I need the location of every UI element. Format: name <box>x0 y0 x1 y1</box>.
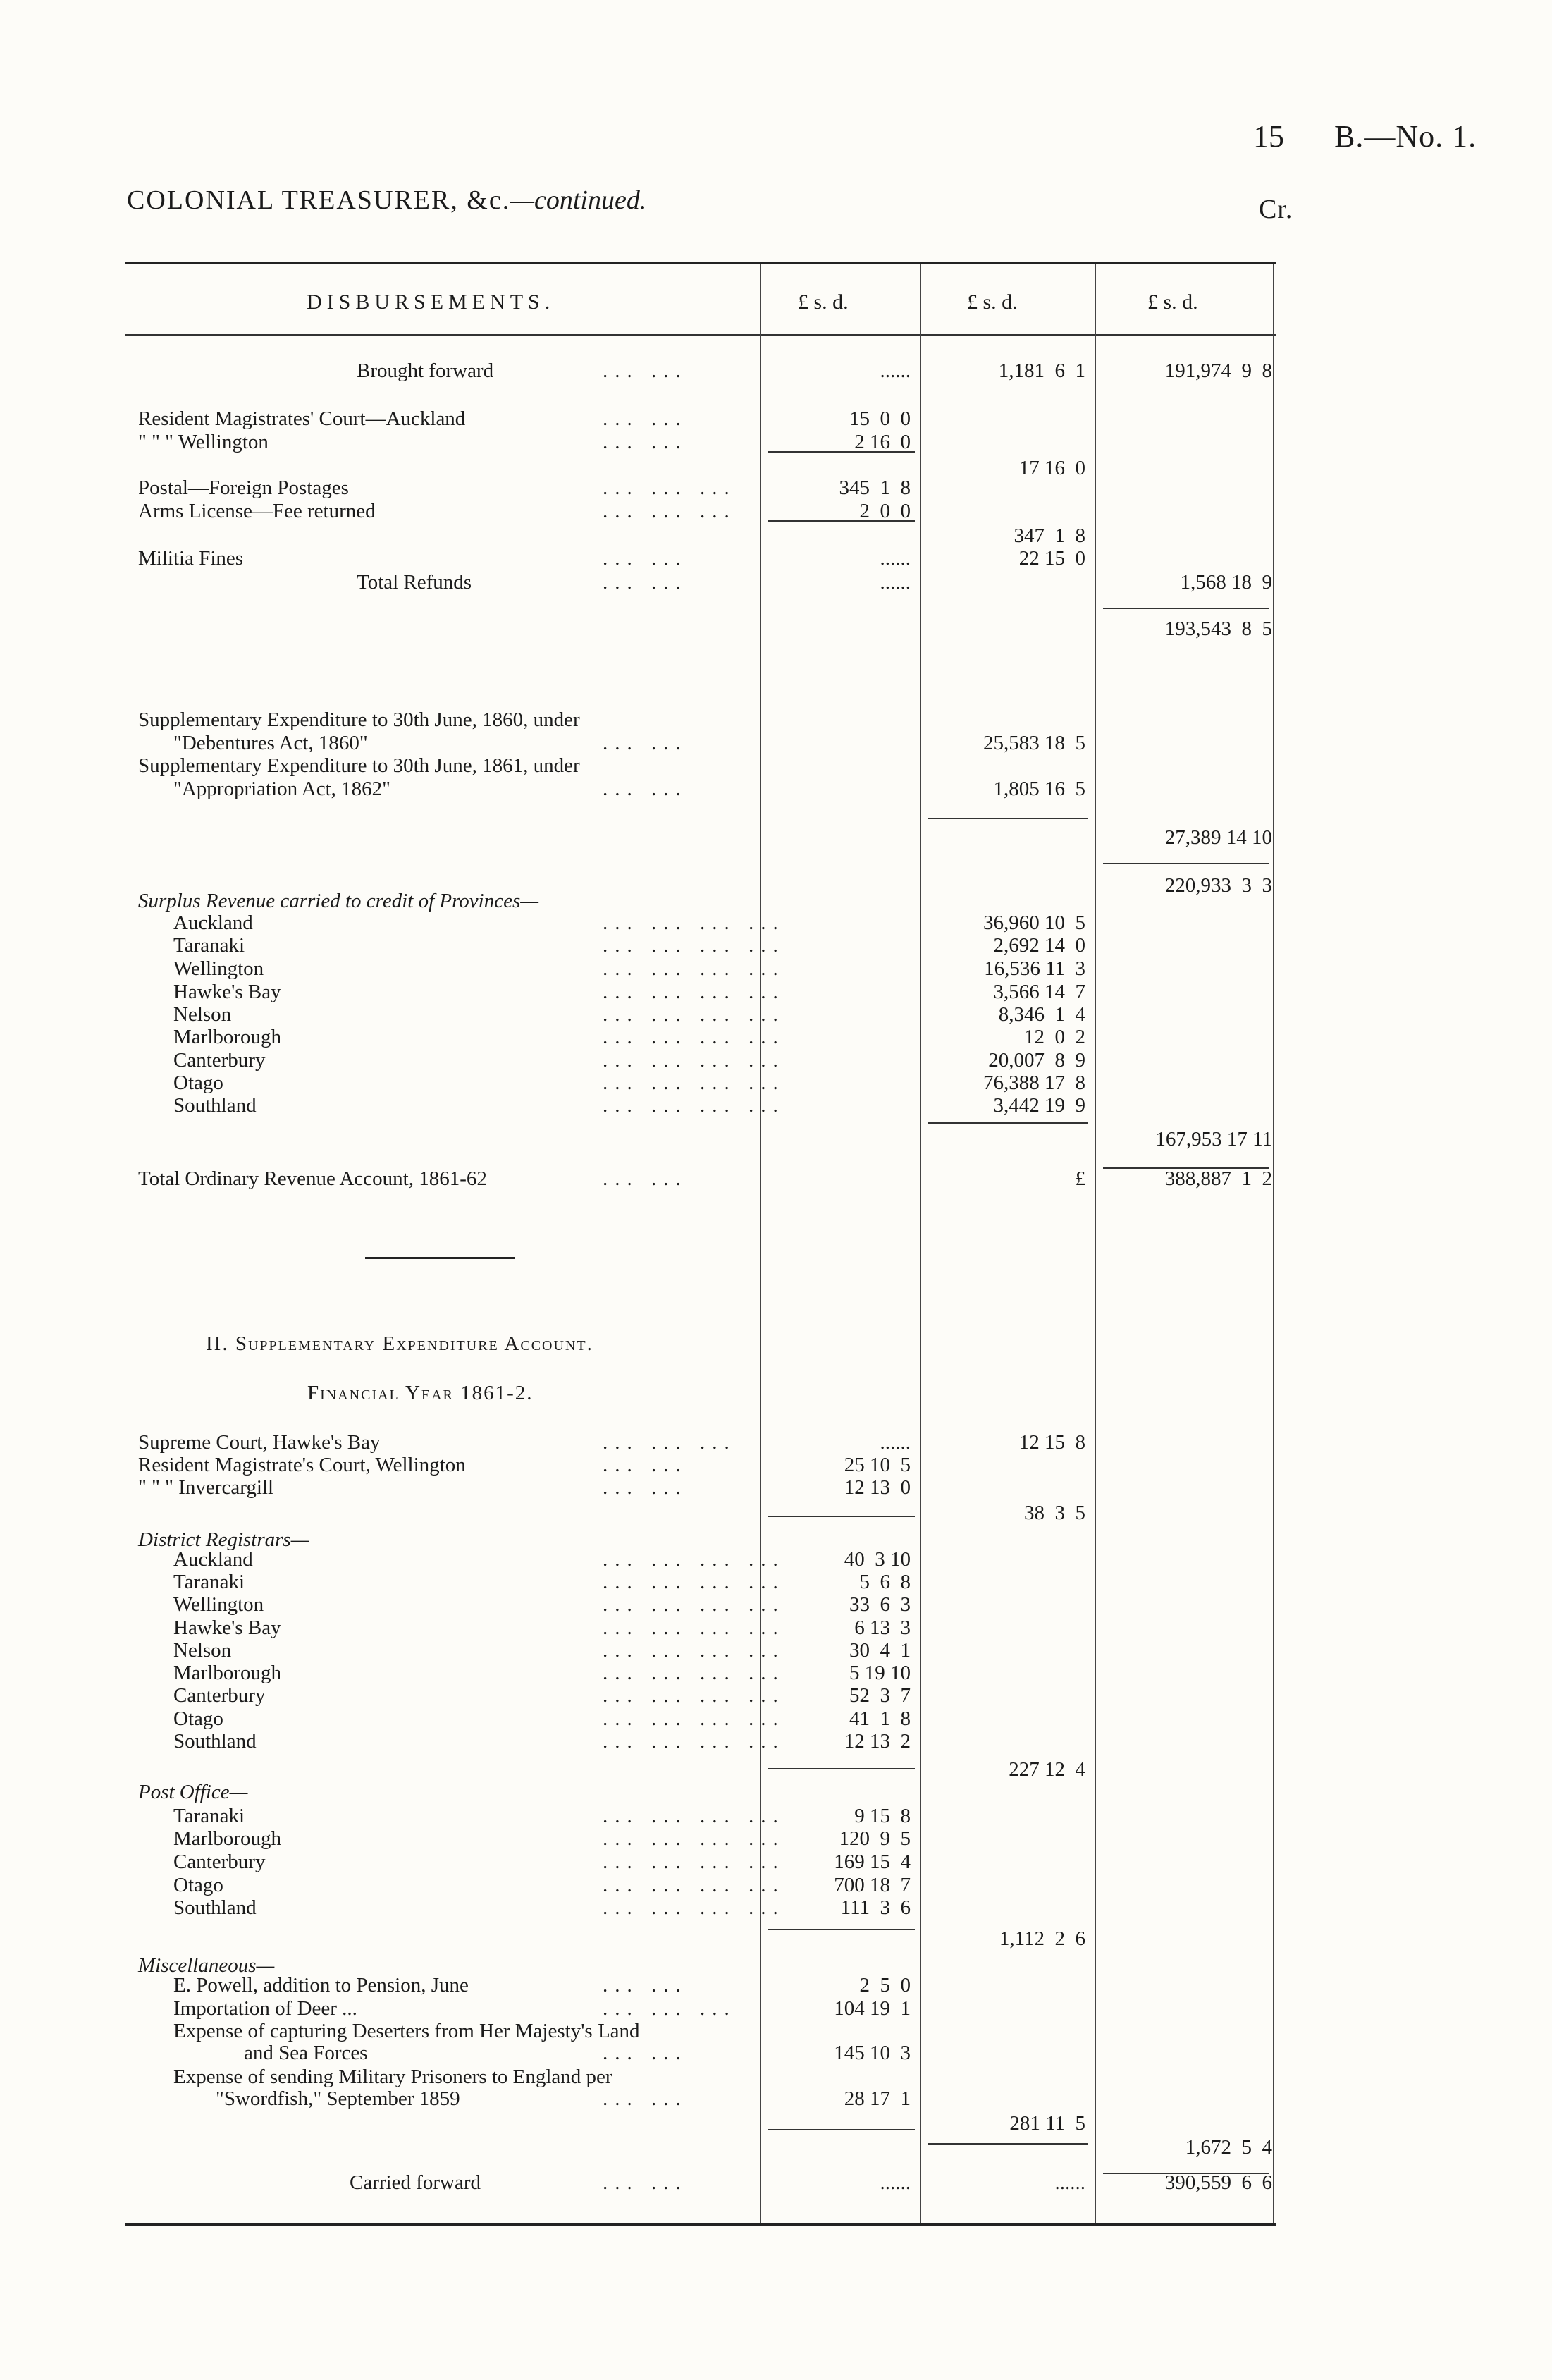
amount-c3: 1,568 18 9 <box>1180 571 1272 594</box>
table-row <box>0 407 1552 431</box>
table-row <box>0 500 1552 524</box>
amount-c2: ...... <box>1054 2171 1085 2194</box>
amount-c2: 1,112 2 6 <box>999 1927 1085 1950</box>
table-row <box>0 826 1552 850</box>
row-label: Post Office— <box>138 1781 248 1803</box>
amount-c2: 20,007 8 9 <box>988 1049 1085 1072</box>
row-label: Supreme Court, Hawke's Bay <box>138 1431 381 1454</box>
money-header-3: £ s. d. <box>1147 290 1198 314</box>
table-row <box>0 525 1552 548</box>
leader-dots: ... ... ... ... <box>603 1639 785 1662</box>
row-label: Resident Magistrates' Court—Auckland <box>138 407 466 430</box>
subtotal-rule <box>928 818 1088 819</box>
leader-dots: ... ... ... ... <box>603 1049 785 1072</box>
row-label: Carried forward <box>350 2171 481 2194</box>
row-label: Arms License—Fee returned <box>138 500 376 522</box>
amount-c1: 15 0 0 <box>849 407 911 430</box>
row-label: Militia Fines <box>138 547 244 570</box>
leader-dots: ... ... ... ... <box>603 1730 785 1753</box>
table-row <box>0 1094 1552 1118</box>
row-label: Marlborough <box>173 1662 282 1684</box>
table-row <box>0 934 1552 958</box>
table-row <box>0 1662 1552 1686</box>
table-row <box>0 1617 1552 1640</box>
leader-dots: ... ... <box>603 1476 688 1499</box>
leader-dots: ... ... ... ... <box>603 1707 785 1730</box>
leader-dots: ... ... ... ... <box>603 1827 785 1850</box>
leader-dots: ... ... ... <box>603 1997 737 2020</box>
table-row <box>0 1805 1552 1829</box>
table-row <box>0 2042 1552 2066</box>
leader-dots: ... ... ... ... <box>603 1571 785 1593</box>
table-row <box>0 2020 1552 2044</box>
page-title <box>127 185 646 216</box>
table-row <box>0 1974 1552 1998</box>
amount-c1: 169 15 4 <box>834 1851 911 1873</box>
leader-dots: ... ... ... <box>603 477 737 499</box>
leader-dots: ... ... <box>603 1167 688 1190</box>
amount-c1: 111 3 6 <box>840 1896 911 1919</box>
table-row <box>0 2136 1552 2160</box>
amount-c3: 1,672 5 4 <box>1185 2136 1272 2159</box>
table-row <box>0 2066 1552 2090</box>
title-main: COLONIAL TREASURER, &c. <box>127 185 511 215</box>
table-row <box>0 709 1552 732</box>
amount-c1: 30 4 1 <box>849 1639 911 1662</box>
leader-dots: ... ... ... ... <box>603 1617 785 1639</box>
leader-dots: ... ... <box>603 571 688 594</box>
table-row <box>0 2112 1552 2136</box>
table-row <box>0 981 1552 1005</box>
row-label: Auckland <box>173 912 253 934</box>
row-label: Postal—Foreign Postages <box>138 477 349 499</box>
amount-c1: 345 1 8 <box>839 477 911 499</box>
table-row <box>0 1639 1552 1663</box>
leader-dots: ... ... ... ... <box>603 981 785 1003</box>
table-row <box>0 1684 1552 1708</box>
amount-c2: 12 0 2 <box>1024 1026 1085 1048</box>
table-row <box>0 1072 1552 1096</box>
amount-c2: 76,388 17 8 <box>983 1072 1085 1094</box>
amount-c1: 33 6 3 <box>849 1593 911 1616</box>
table-row <box>0 1997 1552 2021</box>
leader-dots: ... ... <box>603 2087 688 2110</box>
amount-c1: 5 6 8 <box>859 1571 911 1593</box>
row-label: E. Powell, addition to Pension, June <box>173 1974 469 1996</box>
row-label: Total Refunds <box>357 571 472 594</box>
row-label: Otago <box>173 1072 223 1094</box>
row-label: Hawke's Bay <box>173 1617 281 1639</box>
amount-c1: ...... <box>880 571 911 594</box>
table-row <box>0 571 1552 595</box>
row-label: "Swordfish," September 1859 <box>216 2087 460 2110</box>
table-row <box>0 754 1552 778</box>
amount-c1: 2 0 0 <box>859 500 911 522</box>
money-header-2: £ s. d. <box>967 290 1018 314</box>
table-row <box>0 2087 1552 2111</box>
table-row <box>0 1431 1552 1455</box>
money-header-1: £ s. d. <box>798 290 849 314</box>
amount-c1: 28 17 1 <box>844 2087 911 2110</box>
table-row <box>0 1874 1552 1898</box>
leader-dots: ... ... <box>603 360 688 382</box>
row-label: Marlborough <box>173 1026 282 1048</box>
amount-c2: £ <box>1075 1167 1085 1190</box>
row-label: Canterbury <box>173 1851 266 1873</box>
leader-dots: ... ... <box>603 431 688 453</box>
table-row <box>0 1502 1552 1526</box>
leader-dots: ... ... <box>603 778 688 800</box>
row-label: Taranaki <box>173 934 245 957</box>
row-label: Nelson <box>173 1639 232 1662</box>
table-row <box>0 732 1552 756</box>
table-row <box>0 1454 1552 1478</box>
amount-c2: 347 1 8 <box>1014 525 1085 547</box>
row-label: Marlborough <box>173 1827 282 1850</box>
table-row <box>0 1758 1552 1782</box>
amount-c2: 25,583 18 5 <box>983 732 1085 754</box>
leader-dots: ... ... ... ... <box>603 1684 785 1707</box>
row-label: Expense of capturing Deserters from Her Majesty's Land <box>173 2020 640 2042</box>
row-label: Otago <box>173 1707 223 1730</box>
row-label: Miscellaneous— <box>138 1954 275 1977</box>
table-row <box>0 1548 1552 1572</box>
row-label: Supplementary Expenditure to 30th June, 1861, under <box>138 754 580 777</box>
leader-dots: ... ... ... ... <box>603 1026 785 1048</box>
table-row <box>0 477 1552 501</box>
row-label: II. Supplementary Expenditure Account. <box>206 1332 593 1355</box>
table-row <box>0 890 1552 914</box>
leader-dots: ... ... ... ... <box>603 1851 785 1873</box>
table-row <box>0 1730 1552 1754</box>
row-label: " " " Wellington <box>138 431 269 453</box>
leader-dots: ... ... <box>603 407 688 430</box>
row-label: Expense of sending Military Prisoners to England per <box>173 2066 612 2088</box>
leader-dots: ... ... ... ... <box>603 1874 785 1896</box>
subtotal-rule <box>1103 608 1269 609</box>
table-row <box>0 547 1552 571</box>
amount-c1: 145 10 3 <box>834 2042 911 2064</box>
row-label: Importation of Deer ... <box>173 1997 357 2020</box>
row-label: District Registrars— <box>138 1528 309 1551</box>
leader-dots: ... ... <box>603 1454 688 1476</box>
leader-dots: ... ... ... ... <box>603 1003 785 1026</box>
row-label: Resident Magistrate's Court, Wellington <box>138 1454 466 1476</box>
table-row <box>0 2171 1552 2195</box>
amount-c2: 2,692 14 0 <box>993 934 1085 957</box>
amount-c3: 390,559 6 6 <box>1164 2171 1272 2194</box>
amount-c1: 104 19 1 <box>834 1997 911 2020</box>
table-row <box>0 957 1552 981</box>
leader-dots: ... ... ... ... <box>603 1548 785 1571</box>
table-row <box>0 1332 1552 1356</box>
amount-c1: 52 3 7 <box>849 1684 911 1707</box>
page-number: 15 <box>1253 119 1284 154</box>
row-label: Hawke's Bay <box>173 981 281 1003</box>
leader-dots: ... ... ... ... <box>603 934 785 957</box>
row-label: "Debentures Act, 1860" <box>173 732 368 754</box>
amount-c3: 27,389 14 10 <box>1164 826 1272 849</box>
table-row <box>0 1593 1552 1617</box>
amount-c2: 8,346 1 4 <box>998 1003 1085 1026</box>
row-label: Supplementary Expenditure to 30th June, 1860, under <box>138 709 580 731</box>
leader-dots: ... ... <box>603 547 688 570</box>
row-label: Southland <box>173 1094 257 1117</box>
table-row <box>0 1927 1552 1951</box>
leader-dots: ... ... ... ... <box>603 1662 785 1684</box>
row-label: Wellington <box>173 957 264 980</box>
amount-c3: 220,933 3 3 <box>1164 874 1272 897</box>
row-label: Financial Year 1861-2. <box>307 1382 534 1404</box>
amount-c1: ...... <box>880 547 911 570</box>
table-row <box>0 1896 1552 1920</box>
amount-c1: 5 19 10 <box>849 1662 911 1684</box>
row-label: Nelson <box>173 1003 232 1026</box>
amount-c2: 281 11 5 <box>1009 2112 1085 2135</box>
amount-c2: 1,805 16 5 <box>993 778 1085 800</box>
table-row <box>0 431 1552 455</box>
amount-c1: 41 1 8 <box>849 1707 911 1730</box>
document-reference: B.—No. 1. <box>1334 119 1477 154</box>
leader-dots: ... ... <box>603 2171 688 2194</box>
row-label: and Sea Forces <box>244 2042 368 2064</box>
leader-dots: ... ... ... ... <box>603 957 785 980</box>
amount-c2: 16,536 11 3 <box>984 957 1085 980</box>
leader-dots: ... ... ... ... <box>603 1593 785 1616</box>
subtotal-rule <box>1103 863 1269 864</box>
amount-c2: 3,566 14 7 <box>993 981 1085 1003</box>
table-row <box>0 360 1552 384</box>
table-row <box>0 1167 1552 1191</box>
amount-c1: 25 10 5 <box>844 1454 911 1476</box>
amount-c1: ...... <box>880 2171 911 2194</box>
amount-c3: 167,953 17 11 <box>1155 1128 1272 1151</box>
leader-dots: ... ... ... <box>603 500 737 522</box>
table-row <box>0 1382 1552 1406</box>
table-row <box>0 1707 1552 1731</box>
table-bottom-rule <box>125 2223 1276 2226</box>
title-continued: —continued. <box>510 185 647 215</box>
leader-dots: ... ... ... ... <box>603 912 785 934</box>
section-separator <box>365 1257 515 1259</box>
amount-c1: ...... <box>880 360 911 382</box>
table-row <box>0 1571 1552 1595</box>
amount-c1: 12 13 2 <box>844 1730 911 1753</box>
table-row <box>0 1049 1552 1073</box>
amount-c1: 700 18 7 <box>834 1874 911 1896</box>
table-row <box>0 1827 1552 1851</box>
leader-dots: ... ... <box>603 1974 688 1996</box>
table-top-rule <box>125 262 1276 264</box>
amount-c1: ...... <box>880 1431 911 1454</box>
amount-c2: 227 12 4 <box>1009 1758 1085 1781</box>
amount-c1: 6 13 3 <box>854 1617 911 1639</box>
leader-dots: ... ... ... ... <box>603 1805 785 1827</box>
amount-c2: 38 3 5 <box>1024 1502 1085 1524</box>
row-label: "Appropriation Act, 1862" <box>173 778 390 800</box>
row-label: Canterbury <box>173 1049 266 1072</box>
leader-dots: ... ... ... ... <box>603 1094 785 1117</box>
table-row <box>0 618 1552 642</box>
amount-c1: 40 3 10 <box>844 1548 911 1571</box>
table-row <box>0 1476 1552 1500</box>
table-row <box>0 1026 1552 1050</box>
row-label: " " " Invercargill <box>138 1476 273 1499</box>
table-row <box>0 1781 1552 1805</box>
credit-side-label: Cr. <box>1259 195 1293 224</box>
leader-dots: ... ... ... ... <box>603 1072 785 1094</box>
amount-c1: 9 15 8 <box>854 1805 911 1827</box>
amount-c1: 2 16 0 <box>854 431 911 453</box>
amount-c2: 36,960 10 5 <box>983 912 1085 934</box>
row-label: Southland <box>173 1896 257 1919</box>
header-bottom-rule <box>125 334 1276 336</box>
amount-c2: 17 16 0 <box>1018 457 1085 479</box>
amount-c1: 2 5 0 <box>859 1974 911 1996</box>
row-label: Auckland <box>173 1548 253 1571</box>
table-row <box>0 1128 1552 1152</box>
amount-c2: 3,442 19 9 <box>993 1094 1085 1117</box>
amount-c2: 12 15 8 <box>1018 1431 1085 1454</box>
row-label: Taranaki <box>173 1805 245 1827</box>
table-row <box>0 778 1552 802</box>
table-row <box>0 912 1552 936</box>
row-label: Canterbury <box>173 1684 266 1707</box>
row-label: Wellington <box>173 1593 264 1616</box>
leader-dots: ... ... <box>603 2042 688 2064</box>
amount-c1: 120 9 5 <box>839 1827 911 1850</box>
amount-c1: 12 13 0 <box>844 1476 911 1499</box>
row-label: Southland <box>173 1730 257 1753</box>
leader-dots: ... ... ... ... <box>603 1896 785 1919</box>
table-row <box>0 1851 1552 1875</box>
subtotal-rule <box>928 1122 1088 1124</box>
leader-dots: ... ... ... <box>603 1431 737 1454</box>
row-label: Brought forward <box>357 360 494 382</box>
amount-c3: 193,543 8 5 <box>1164 618 1272 640</box>
amount-c2: 22 15 0 <box>1018 547 1085 570</box>
table-row <box>0 1003 1552 1027</box>
row-label: Total Ordinary Revenue Account, 1861-62 <box>138 1167 487 1190</box>
row-label: Otago <box>173 1874 223 1896</box>
leader-dots: ... ... <box>603 732 688 754</box>
disbursements-header: DISBURSEMENTS. <box>307 290 555 314</box>
amount-c3: 388,887 1 2 <box>1164 1167 1272 1190</box>
row-label: Surplus Revenue carried to credit of Provinces— <box>138 890 539 912</box>
amount-c2: 1,181 6 1 <box>998 360 1085 382</box>
amount-c3: 191,974 9 8 <box>1164 360 1272 382</box>
row-label: Taranaki <box>173 1571 245 1593</box>
